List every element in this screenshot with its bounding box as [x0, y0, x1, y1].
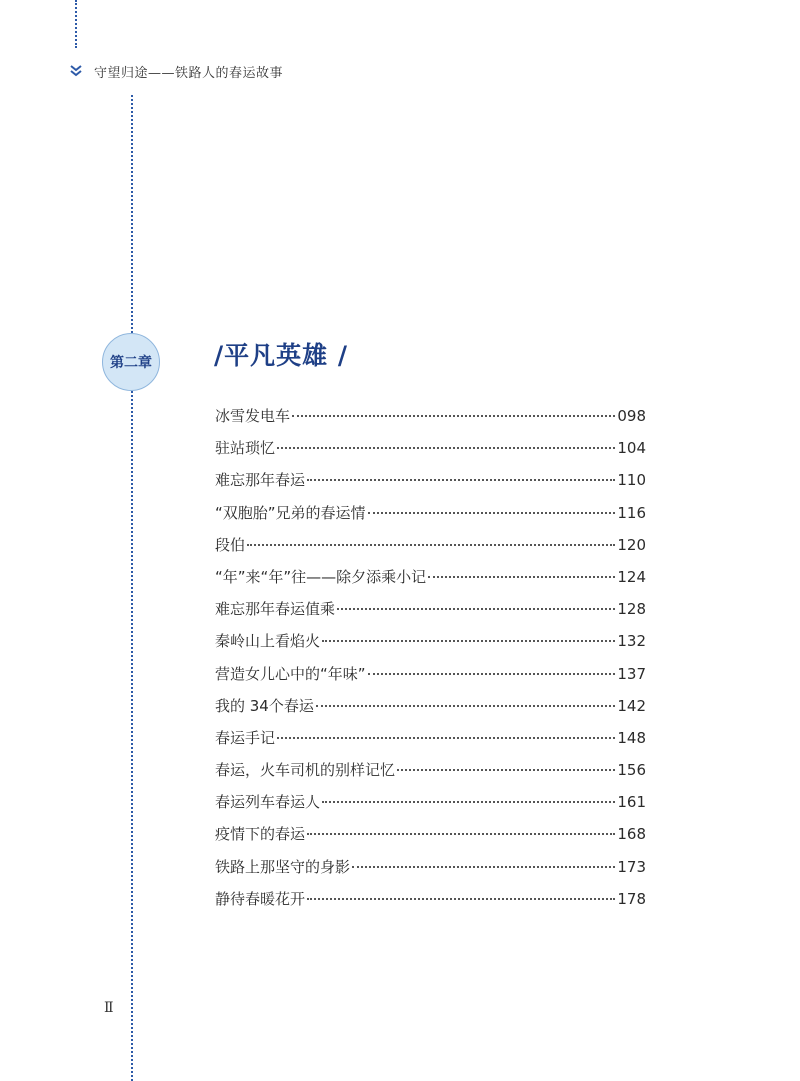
toc-entry-title: “双胞胎”兄弟的春运情	[215, 503, 366, 522]
toc-entry-page: 156	[617, 761, 646, 780]
toc-entry-title: “年”来“年”往——除夕添乘小记	[215, 567, 427, 586]
toc-dot-leader	[307, 896, 615, 900]
toc-dot-leader	[352, 864, 615, 868]
toc-entry-title: 难忘那年春运值乘	[215, 600, 336, 619]
toc-entry-page: 173	[617, 857, 646, 876]
toc-dot-leader	[277, 445, 615, 449]
toc-entry-title: 静待春暖花开	[215, 889, 306, 908]
toc-entry-title: 营造女儿心中的“年味”	[215, 664, 366, 683]
toc-entry-page: 132	[617, 632, 646, 651]
toc-entry-page: 168	[617, 825, 646, 844]
decorative-dotted-line-main	[131, 95, 133, 1081]
toc-entry-title: 我的 34个春运	[215, 696, 314, 715]
toc-entry[interactable]	[215, 818, 646, 850]
double-chevron-down-icon	[68, 64, 84, 78]
toc-entry-page: 110	[617, 471, 646, 490]
toc-entry-page: 142	[617, 696, 646, 715]
toc-entry[interactable]	[215, 400, 646, 432]
running-header-title: 守望归途——铁路人的春运故事	[94, 66, 284, 81]
toc-dot-leader	[316, 703, 616, 707]
page-number: Ⅱ	[104, 1000, 114, 1016]
toc-dot-leader	[368, 671, 616, 675]
toc-entry[interactable]	[215, 754, 646, 786]
toc-entry-page: 178	[617, 889, 646, 908]
toc-entry-page: 124	[617, 567, 646, 586]
toc-entry-title: 春运列车春运人	[215, 793, 321, 812]
toc-dot-leader	[368, 510, 616, 514]
toc-dot-leader	[292, 413, 615, 417]
toc-dot-leader	[397, 767, 615, 771]
toc-dot-leader	[307, 831, 615, 835]
chapter-badge: 第二章	[102, 333, 160, 391]
toc-entry[interactable]	[215, 625, 646, 657]
toc-entry[interactable]	[215, 658, 646, 690]
toc-entry[interactable]	[215, 529, 646, 561]
toc-entry-title: 疫情下的春运	[215, 825, 306, 844]
toc-entry-page: 098	[617, 407, 646, 425]
table-of-contents	[215, 400, 646, 915]
toc-dot-leader	[307, 477, 615, 481]
toc-entry[interactable]	[215, 561, 646, 593]
toc-entry-title: 难忘那年春运	[215, 471, 306, 490]
toc-entry-page: 128	[617, 600, 646, 619]
toc-entry-page: 161	[617, 793, 646, 812]
chapter-title: /平凡英雄 /	[214, 341, 348, 370]
toc-entry-title: 冰雪发电车	[215, 407, 291, 425]
toc-entry-page: 104	[617, 439, 646, 458]
toc-dot-leader	[322, 638, 615, 642]
toc-dot-leader	[322, 799, 615, 803]
toc-entry[interactable]	[215, 464, 646, 496]
decorative-dotted-line-top	[75, 0, 77, 48]
toc-dot-leader	[277, 735, 615, 739]
toc-entry-page: 148	[617, 728, 646, 747]
toc-dot-leader	[247, 542, 615, 546]
toc-dot-leader	[337, 606, 615, 610]
toc-entry-title: 驻站琐忆	[215, 439, 276, 458]
toc-entry-title: 春运，火车司机的别样记忆	[215, 761, 396, 780]
toc-dot-leader	[428, 574, 615, 578]
toc-entry[interactable]	[215, 432, 646, 464]
toc-entry-page: 116	[617, 503, 646, 522]
toc-entry[interactable]	[215, 786, 646, 818]
toc-entry-title: 秦岭山上看焰火	[215, 632, 321, 651]
toc-entry[interactable]	[215, 593, 646, 625]
toc-entry-title: 春运手记	[215, 728, 276, 747]
toc-entry[interactable]	[215, 690, 646, 722]
toc-entry[interactable]	[215, 497, 646, 529]
toc-entry[interactable]	[215, 851, 646, 883]
toc-entry-title: 段伯	[215, 535, 246, 554]
toc-entry-page: 120	[617, 535, 646, 554]
toc-entry[interactable]	[215, 722, 646, 754]
toc-entry-page: 137	[617, 664, 646, 683]
toc-entry[interactable]	[215, 883, 646, 915]
toc-entry-title: 铁路上那坚守的身影	[215, 857, 351, 876]
